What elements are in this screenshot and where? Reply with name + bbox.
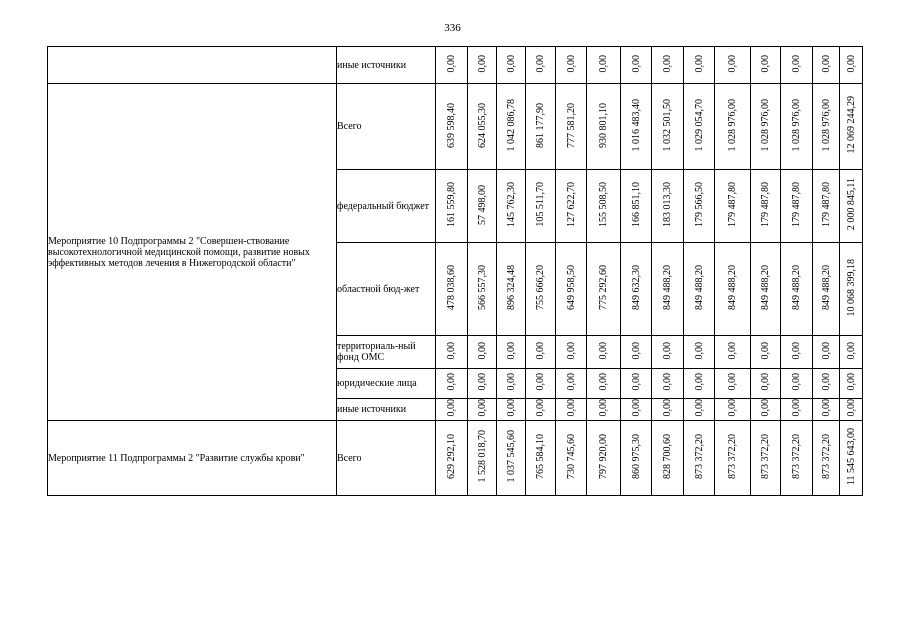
value-text: 1 037 545,60 bbox=[505, 430, 517, 483]
value-cell bbox=[751, 369, 781, 399]
value-cell bbox=[684, 243, 715, 336]
value-cell bbox=[526, 399, 556, 421]
value-text: 57 498,00 bbox=[476, 184, 488, 225]
value-text: 861 177,90 bbox=[535, 102, 546, 148]
value-cell bbox=[813, 170, 840, 243]
value-text: 797 920,00 bbox=[598, 434, 609, 479]
value-text: 765 584,10 bbox=[535, 434, 546, 479]
value-cell bbox=[556, 369, 587, 399]
value-cell bbox=[715, 336, 751, 369]
event-title: Мероприятие 10 Подпрограммы 2 "Совершен-ствование высокотехнологичной медицинской помощи, развитие новых эффективных методов лечения в Нижегородской области" bbox=[48, 84, 337, 421]
value-text: 0,00 bbox=[565, 54, 577, 73]
value-cell bbox=[621, 369, 652, 399]
value-cell bbox=[556, 399, 587, 421]
value-text: 0,00 bbox=[791, 341, 802, 360]
funding-source: федеральный бюджет bbox=[337, 170, 436, 243]
value-cell bbox=[468, 47, 497, 84]
value-text: 0,00 bbox=[535, 399, 546, 417]
value-cell bbox=[652, 399, 684, 421]
value-text: 1 028 976,00 bbox=[727, 98, 738, 152]
value-text: 730 745,60 bbox=[565, 434, 577, 479]
value-text: 0,00 bbox=[845, 341, 857, 360]
value-text: 179 487,80 bbox=[760, 182, 771, 227]
value-text: 1 029 054,70 bbox=[693, 98, 705, 152]
value-text: 566 557,30 bbox=[476, 265, 488, 310]
value-text: 775 292,60 bbox=[598, 265, 609, 310]
value-text: 0,00 bbox=[565, 373, 577, 391]
value-text: 0,00 bbox=[760, 373, 771, 391]
value-text: 0,00 bbox=[727, 341, 738, 360]
value-cell bbox=[436, 399, 468, 421]
value-text: 10 068 399,18 bbox=[845, 258, 857, 317]
value-text: 849 488,20 bbox=[727, 265, 738, 310]
value-text: 179 566,50 bbox=[693, 182, 705, 227]
value-cell bbox=[840, 369, 863, 399]
value-cell bbox=[813, 47, 840, 84]
value-text: 1 028 976,00 bbox=[760, 98, 771, 152]
value-cell bbox=[813, 399, 840, 421]
value-text: 0,00 bbox=[820, 399, 832, 417]
page-number: 336 bbox=[444, 22, 461, 34]
value-text: 849 488,20 bbox=[820, 265, 832, 310]
value-cell bbox=[468, 421, 497, 496]
value-cell bbox=[751, 243, 781, 336]
value-cell bbox=[497, 243, 526, 336]
value-cell bbox=[715, 369, 751, 399]
value-text: 0,00 bbox=[727, 373, 738, 391]
value-cell bbox=[751, 399, 781, 421]
value-cell bbox=[526, 47, 556, 84]
value-text: 639 598,40 bbox=[446, 102, 457, 148]
value-text: 0,00 bbox=[820, 54, 832, 73]
value-cell bbox=[652, 84, 684, 170]
value-cell bbox=[840, 336, 863, 369]
value-cell bbox=[840, 84, 863, 170]
value-text: 161 559,80 bbox=[446, 182, 457, 227]
value-cell bbox=[621, 47, 652, 84]
value-cell bbox=[813, 421, 840, 496]
value-cell bbox=[556, 47, 587, 84]
value-text: 0,00 bbox=[791, 54, 802, 73]
value-text: 0,00 bbox=[693, 373, 705, 391]
value-text: 179 487,80 bbox=[820, 182, 832, 227]
value-cell bbox=[781, 170, 813, 243]
value-text: 0,00 bbox=[630, 341, 642, 360]
value-cell bbox=[652, 336, 684, 369]
value-cell bbox=[497, 369, 526, 399]
value-text: 12 069 244,29 bbox=[845, 96, 857, 154]
value-text: 0,00 bbox=[820, 373, 832, 391]
value-cell bbox=[526, 84, 556, 170]
value-cell bbox=[684, 84, 715, 170]
value-cell bbox=[813, 336, 840, 369]
funding-source: Всего bbox=[337, 84, 436, 170]
value-text: 0,00 bbox=[727, 399, 738, 417]
value-cell bbox=[587, 369, 621, 399]
value-text: 0,00 bbox=[760, 399, 771, 417]
value-cell bbox=[526, 421, 556, 496]
value-text: 1 028 976,00 bbox=[820, 98, 832, 152]
value-text: 0,00 bbox=[476, 341, 488, 360]
value-text: 649 958,50 bbox=[565, 265, 577, 310]
value-cell bbox=[468, 336, 497, 369]
value-cell bbox=[840, 170, 863, 243]
value-text: 183 013,30 bbox=[662, 182, 673, 227]
value-cell bbox=[751, 421, 781, 496]
value-text: 0,00 bbox=[505, 399, 517, 417]
value-cell bbox=[652, 421, 684, 496]
value-text: 0,00 bbox=[662, 373, 673, 391]
value-cell bbox=[587, 84, 621, 170]
value-cell bbox=[621, 336, 652, 369]
value-cell bbox=[526, 336, 556, 369]
value-text: 0,00 bbox=[446, 341, 457, 360]
value-cell bbox=[652, 369, 684, 399]
value-cell bbox=[781, 369, 813, 399]
value-cell bbox=[621, 84, 652, 170]
value-cell bbox=[526, 243, 556, 336]
value-cell bbox=[684, 170, 715, 243]
value-text: 0,00 bbox=[845, 399, 857, 417]
value-cell bbox=[556, 421, 587, 496]
value-cell bbox=[587, 421, 621, 496]
value-text: 0,00 bbox=[535, 341, 546, 360]
value-cell bbox=[621, 243, 652, 336]
value-text: 0,00 bbox=[535, 54, 546, 73]
value-cell bbox=[436, 47, 468, 84]
value-text: 1 042 086,78 bbox=[505, 98, 517, 152]
value-text: 0,00 bbox=[662, 399, 673, 417]
value-text: 155 508,50 bbox=[598, 182, 609, 227]
value-cell bbox=[813, 243, 840, 336]
value-text: 0,00 bbox=[505, 373, 517, 391]
value-text: 0,00 bbox=[598, 399, 609, 417]
table-row bbox=[48, 421, 863, 496]
value-cell bbox=[621, 421, 652, 496]
value-text: 1 016 483,40 bbox=[630, 98, 642, 152]
value-text: 0,00 bbox=[760, 54, 771, 73]
value-cell bbox=[587, 170, 621, 243]
value-text: 624 055,30 bbox=[476, 102, 488, 148]
value-cell bbox=[840, 243, 863, 336]
value-cell bbox=[715, 399, 751, 421]
value-cell bbox=[556, 243, 587, 336]
value-cell bbox=[813, 369, 840, 399]
value-text: 0,00 bbox=[476, 399, 488, 417]
value-cell bbox=[436, 336, 468, 369]
value-cell bbox=[684, 336, 715, 369]
value-text: 0,00 bbox=[446, 399, 457, 417]
value-cell bbox=[436, 421, 468, 496]
value-cell bbox=[715, 47, 751, 84]
table-row bbox=[48, 84, 863, 170]
value-cell bbox=[497, 421, 526, 496]
value-text: 478 038,60 bbox=[446, 265, 457, 310]
value-text: 777 581,20 bbox=[565, 102, 577, 148]
value-cell bbox=[468, 369, 497, 399]
value-cell bbox=[436, 170, 468, 243]
value-text: 873 372,20 bbox=[727, 434, 738, 479]
value-cell bbox=[652, 170, 684, 243]
value-text: 0,00 bbox=[598, 341, 609, 360]
value-text: 179 487,80 bbox=[791, 182, 802, 227]
value-cell bbox=[684, 47, 715, 84]
value-cell bbox=[781, 336, 813, 369]
value-cell bbox=[556, 336, 587, 369]
value-cell bbox=[436, 369, 468, 399]
value-text: 0,00 bbox=[693, 54, 705, 73]
value-text: 873 372,20 bbox=[791, 434, 802, 479]
value-cell bbox=[587, 47, 621, 84]
value-text: 896 324,48 bbox=[505, 265, 517, 310]
value-cell bbox=[468, 170, 497, 243]
value-cell bbox=[684, 399, 715, 421]
value-text: 828 700,60 bbox=[662, 434, 673, 479]
value-cell bbox=[781, 84, 813, 170]
value-cell bbox=[468, 399, 497, 421]
value-text: 849 632,30 bbox=[630, 265, 642, 310]
value-cell bbox=[497, 170, 526, 243]
value-text: 145 762,30 bbox=[505, 182, 517, 227]
value-cell bbox=[781, 243, 813, 336]
value-text: 0,00 bbox=[565, 341, 577, 360]
value-cell bbox=[587, 399, 621, 421]
value-text: 0,00 bbox=[845, 373, 857, 391]
value-cell bbox=[715, 243, 751, 336]
value-text: 1 032 501,50 bbox=[662, 98, 673, 152]
value-text: 0,00 bbox=[760, 341, 771, 360]
value-cell bbox=[781, 47, 813, 84]
value-cell bbox=[621, 399, 652, 421]
value-text: 127 622,70 bbox=[565, 182, 577, 227]
value-text: 0,00 bbox=[535, 373, 546, 391]
value-cell bbox=[781, 421, 813, 496]
value-cell bbox=[468, 243, 497, 336]
value-cell bbox=[684, 421, 715, 496]
value-text: 0,00 bbox=[727, 54, 738, 73]
value-text: 0,00 bbox=[476, 54, 488, 73]
value-cell bbox=[556, 170, 587, 243]
value-cell bbox=[436, 243, 468, 336]
value-text: 755 666,20 bbox=[535, 265, 546, 310]
funding-source: иные источники bbox=[337, 399, 436, 421]
value-cell bbox=[840, 47, 863, 84]
value-cell bbox=[497, 399, 526, 421]
value-cell bbox=[587, 243, 621, 336]
value-cell bbox=[751, 170, 781, 243]
value-cell bbox=[751, 47, 781, 84]
value-text: 1 528 018,70 bbox=[476, 430, 488, 483]
value-text: 0,00 bbox=[791, 399, 802, 417]
funding-source: иные источники bbox=[337, 47, 436, 84]
value-text: 0,00 bbox=[446, 54, 457, 73]
funding-source: Всего bbox=[337, 421, 436, 496]
value-text: 860 975,30 bbox=[630, 434, 642, 479]
value-cell bbox=[715, 84, 751, 170]
funding-source: территориаль-ный фонд ОМС bbox=[337, 336, 436, 369]
value-text: 0,00 bbox=[662, 54, 673, 73]
value-cell bbox=[715, 170, 751, 243]
value-text: 1 028 976,00 bbox=[791, 98, 802, 152]
value-text: 0,00 bbox=[505, 54, 517, 73]
value-text: 0,00 bbox=[598, 54, 609, 73]
value-cell bbox=[715, 421, 751, 496]
value-text: 849 488,20 bbox=[791, 265, 802, 310]
value-text: 11 545 643,00 bbox=[845, 427, 857, 486]
value-text: 0,00 bbox=[476, 373, 488, 391]
value-cell bbox=[652, 243, 684, 336]
event-title: Мероприятие 11 Подпрограммы 2 "Развитие службы крови" bbox=[48, 421, 337, 496]
value-text: 0,00 bbox=[693, 341, 705, 360]
value-cell bbox=[684, 369, 715, 399]
value-cell bbox=[840, 421, 863, 496]
budget-table bbox=[47, 46, 863, 496]
value-text: 873 372,20 bbox=[820, 434, 832, 479]
value-cell bbox=[587, 336, 621, 369]
value-text: 849 488,20 bbox=[760, 265, 771, 310]
value-text: 0,00 bbox=[630, 54, 642, 73]
table-row bbox=[48, 47, 863, 84]
value-cell bbox=[781, 399, 813, 421]
value-cell bbox=[497, 336, 526, 369]
value-text: 0,00 bbox=[505, 341, 517, 360]
value-text: 0,00 bbox=[791, 373, 802, 391]
value-text: 166 851,10 bbox=[630, 182, 642, 227]
value-text: 930 801,10 bbox=[598, 102, 609, 148]
value-text: 849 488,20 bbox=[662, 265, 673, 310]
value-text: 849 488,20 bbox=[693, 265, 705, 310]
value-text: 105 511,70 bbox=[535, 182, 546, 227]
value-cell bbox=[497, 47, 526, 84]
value-text: 0,00 bbox=[820, 341, 832, 360]
value-cell bbox=[751, 84, 781, 170]
value-text: 873 372,20 bbox=[760, 434, 771, 479]
value-text: 629 292,10 bbox=[446, 434, 457, 479]
value-cell bbox=[751, 336, 781, 369]
funding-source: юридические лица bbox=[337, 369, 436, 399]
value-text: 0,00 bbox=[565, 399, 577, 417]
value-cell bbox=[468, 84, 497, 170]
value-text: 0,00 bbox=[693, 399, 705, 417]
value-text: 0,00 bbox=[446, 373, 457, 391]
value-cell bbox=[556, 84, 587, 170]
value-text: 0,00 bbox=[845, 54, 857, 73]
value-text: 2 000 845,11 bbox=[845, 178, 857, 231]
value-cell bbox=[436, 84, 468, 170]
event-title bbox=[48, 47, 337, 84]
value-text: 0,00 bbox=[662, 341, 673, 360]
value-text: 0,00 bbox=[630, 399, 642, 417]
value-text: 179 487,80 bbox=[727, 182, 738, 227]
value-text: 873 372,20 bbox=[693, 434, 705, 479]
value-cell bbox=[621, 170, 652, 243]
value-cell bbox=[813, 84, 840, 170]
value-cell bbox=[526, 170, 556, 243]
value-cell bbox=[526, 369, 556, 399]
value-cell bbox=[840, 399, 863, 421]
funding-source: областной бюд-жет bbox=[337, 243, 436, 336]
value-cell bbox=[497, 84, 526, 170]
value-text: 0,00 bbox=[630, 373, 642, 391]
value-text: 0,00 bbox=[598, 373, 609, 391]
value-cell bbox=[652, 47, 684, 84]
